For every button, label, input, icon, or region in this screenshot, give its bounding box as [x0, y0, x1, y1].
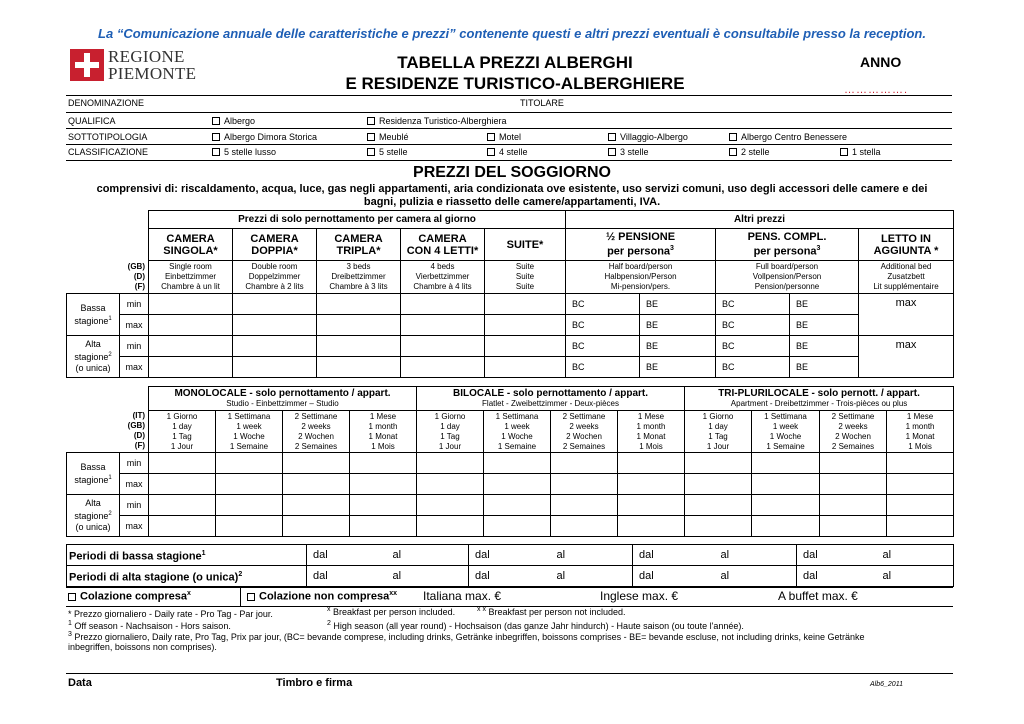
data-label: Data — [68, 677, 92, 689]
italiana-max-field[interactable]: Italiana max. € — [423, 589, 502, 603]
note-3b: inbegriffen, boissons non comprises). — [68, 642, 217, 652]
price-cell[interactable] — [350, 474, 417, 495]
be-cell[interactable]: BE — [640, 294, 716, 315]
room-prices-table — [66, 210, 954, 378]
price-cell[interactable] — [216, 474, 283, 495]
price-cell[interactable] — [317, 336, 401, 357]
class-2-checkbox[interactable]: 2 stelle — [729, 147, 770, 157]
price-cell[interactable] — [820, 453, 887, 474]
class-4-checkbox[interactable]: 4 stelle — [487, 147, 528, 157]
red-cross-icon — [70, 49, 104, 81]
bassa-stagione-label: Bassa stagione$^1$ — [67, 294, 120, 336]
price-cell[interactable] — [350, 516, 417, 537]
price-cell[interactable] — [350, 453, 417, 474]
col-singola: CAMERA SINGOLA* — [149, 229, 233, 261]
price-cell[interactable] — [820, 474, 887, 495]
price-cell[interactable] — [685, 495, 752, 516]
dal-field[interactable]: dal — [633, 566, 715, 587]
price-cell[interactable] — [417, 453, 484, 474]
price-cell[interactable] — [685, 474, 752, 495]
min-label: min — [120, 495, 149, 516]
max-label: max — [120, 516, 149, 537]
alta-stagione-label: Alta stagione$^2$ (o unica) — [67, 336, 120, 378]
note-2b: $^2$ High season (all year round) - Hochsaison (das ganze Jahr hindurch) - Haute saison (ou toute l'année). — [327, 620, 744, 631]
col-suite: SUITE* — [485, 229, 566, 261]
logo-line1: REGIONE — [108, 47, 185, 66]
bc-cell[interactable]: BC — [566, 357, 640, 378]
al-field[interactable]: al — [715, 566, 797, 587]
duration-header: 1 Mese 1 month 1 Monat 1 Mois — [887, 411, 954, 453]
timbro-firma-label: Timbro e firma — [276, 677, 353, 689]
price-cell[interactable] — [233, 294, 317, 315]
reception-notice: La “Comunicazione annuale delle caratteristiche e prezzi” contenente questi e altri prezzi eventuali è consultabile presso la reception. — [98, 26, 926, 41]
price-cell[interactable] — [317, 294, 401, 315]
price-cell[interactable] — [149, 453, 216, 474]
sottotipologia-motel-checkbox[interactable]: Motel — [487, 132, 521, 142]
class-1-checkbox[interactable]: 1 stella — [840, 147, 881, 157]
price-cell[interactable] — [752, 516, 820, 537]
duration-header: 2 Settimane 2 weeks 2 Wochen 2 Semaines — [551, 411, 618, 453]
price-cell[interactable] — [485, 294, 566, 315]
price-cell[interactable] — [484, 495, 551, 516]
col-tripla: CAMERA TRIPLA* — [317, 229, 401, 261]
col-mezza-pensione: ½ PENSIONE per persona$^3$ — [566, 229, 716, 261]
anno-value: ……………. — [844, 84, 909, 96]
col-4-letti: CAMERA CON 4 LETTI* — [401, 229, 485, 261]
anno-label: ANNO — [860, 54, 902, 70]
page-title-line2: E RESIDENZE TURISTICO-ALBERGHIERE — [345, 74, 685, 93]
class-5-checkbox[interactable]: 5 stelle — [367, 147, 408, 157]
col-pensione-completa: PENS. COMPL. per persona$^3$ — [716, 229, 859, 261]
bc-cell[interactable]: BC — [716, 357, 790, 378]
tr-pensione-completa: Full board/person Vollpension/Person Pension/personne — [716, 261, 859, 294]
bc-cell[interactable]: BC — [566, 294, 640, 315]
duration-header: 1 Mese 1 month 1 Monat 1 Mois — [350, 411, 417, 453]
price-cell[interactable] — [820, 516, 887, 537]
price-cell[interactable] — [317, 315, 401, 336]
bassa-stagione-label-2: Bassa stagione$^1$ — [67, 453, 120, 495]
price-cell[interactable] — [618, 453, 685, 474]
note-3: $^3$ Prezzo giornaliero, Daily rate, Pro Tag, Prix par jour, (BC= bevande comprese, including drinks, Getränke inbegriffen, boissons comprises - BE= bevande escluse, not including drinks, keine Getränke — [68, 631, 865, 642]
price-cell[interactable] — [887, 495, 954, 516]
al-field[interactable]: al — [387, 545, 469, 566]
qualifica-label: QUALIFICA — [68, 116, 116, 126]
be-cell[interactable]: BE — [790, 336, 859, 357]
price-cell[interactable] — [216, 516, 283, 537]
price-cell[interactable] — [551, 474, 618, 495]
prezzi-subtitle-1: comprensivi di: riscaldamento, acqua, luce, gas negli appartamenti, aria condizionata ove esistente, uso servizi comuni, uso degli accessori delle camere e dei — [96, 183, 928, 195]
be-cell[interactable]: BE — [640, 357, 716, 378]
qualifica-albergo-checkbox[interactable]: Albergo — [212, 116, 255, 126]
sottotipologia-dimora-checkbox[interactable]: Albergo Dimora Storica — [212, 132, 317, 142]
denominazione-label: DENOMINAZIONE — [68, 98, 145, 108]
al-field[interactable]: al — [877, 545, 954, 566]
duration-header: 1 Settimana 1 week 1 Woche 1 Semaine — [752, 411, 820, 453]
price-cell[interactable] — [149, 336, 233, 357]
price-cell[interactable] — [484, 453, 551, 474]
bc-cell[interactable]: BC — [566, 336, 640, 357]
buffet-max-field[interactable]: A buffet max. € — [778, 589, 858, 603]
min-label: min — [120, 336, 149, 357]
price-cell[interactable] — [149, 315, 233, 336]
tr-letto: Additional bed Zusatzbett Lit supplémentaire — [859, 261, 954, 294]
letto-max-alta[interactable]: max — [859, 336, 954, 378]
dal-field[interactable]: dal — [469, 566, 551, 587]
periodi-bassa-label: Periodi di bassa stagione$^1$ — [67, 545, 307, 566]
price-cell[interactable] — [149, 474, 216, 495]
price-cell[interactable] — [283, 516, 350, 537]
dal-field[interactable]: dal — [797, 545, 877, 566]
apartment-prices-table — [66, 386, 954, 537]
min-label: min — [120, 453, 149, 474]
duration-header: 1 Giorno 1 day 1 Tag 1 Jour — [149, 411, 216, 453]
bc-cell[interactable]: BC — [716, 315, 790, 336]
price-cell[interactable] — [485, 357, 566, 378]
group-bilocale: BILOCALE - solo pernottamento / appart. Flatlet - Zweibettzimmer - Deux-pièces — [417, 387, 685, 411]
dal-field[interactable]: dal — [469, 545, 551, 566]
price-cell[interactable] — [401, 294, 485, 315]
price-cell[interactable] — [233, 336, 317, 357]
price-cell[interactable] — [752, 495, 820, 516]
class-3-checkbox[interactable]: 3 stelle — [608, 147, 649, 157]
price-cell[interactable] — [216, 453, 283, 474]
duration-header: 2 Settimane 2 weeks 2 Wochen 2 Semaines — [820, 411, 887, 453]
sottotipologia-villaggio-checkbox[interactable]: Villaggio-Albergo — [608, 132, 688, 142]
price-cell[interactable] — [485, 315, 566, 336]
regione-piemonte-logo — [70, 47, 197, 83]
note-1b: $^x$ Breakfast per person included. — [327, 606, 456, 617]
price-cell[interactable] — [551, 516, 618, 537]
duration-header: 1 Settimana 1 week 1 Woche 1 Semaine — [484, 411, 551, 453]
sottotipologia-meuble-checkbox[interactable]: Meublé — [367, 132, 409, 142]
inglese-max-field[interactable]: Inglese max. € — [600, 589, 679, 603]
group-pernottamento: Prezzi di solo pernottamento per camera al giorno — [149, 211, 566, 229]
lang-codes: (GB) (D) (F) — [120, 261, 149, 294]
al-field[interactable]: al — [551, 545, 633, 566]
note-1: * Prezzo giornaliero - Daily rate - Pro Tag - Par jour. — [68, 609, 273, 619]
group-altri-prezzi: Altri prezzi — [566, 211, 954, 229]
max-label: max — [120, 357, 149, 378]
price-cell[interactable] — [752, 474, 820, 495]
tr-singola: Single room Einbettzimmer Chambre à un lit — [149, 261, 233, 294]
price-cell[interactable] — [233, 357, 317, 378]
be-cell[interactable]: BE — [790, 357, 859, 378]
alta-stagione-label-2: Alta stagione$^2$ (o unica) — [67, 495, 120, 537]
price-cell[interactable] — [417, 495, 484, 516]
tr-mezza-pensione: Half board/person Halbpension/Person Mi-pension/pers. — [566, 261, 716, 294]
price-cell[interactable] — [149, 294, 233, 315]
price-cell[interactable] — [820, 495, 887, 516]
tr-doppia: Double room Doppelzimmer Chambre à 2 lits — [233, 261, 317, 294]
duration-header: 1 Giorno 1 day 1 Tag 1 Jour — [685, 411, 752, 453]
price-cell[interactable] — [887, 474, 954, 495]
price-cell[interactable] — [149, 357, 233, 378]
bc-cell[interactable]: BC — [566, 315, 640, 336]
price-cell[interactable] — [551, 495, 618, 516]
price-cell[interactable] — [685, 453, 752, 474]
dal-field[interactable]: dal — [797, 566, 877, 587]
price-cell[interactable] — [283, 453, 350, 474]
price-cell[interactable] — [283, 474, 350, 495]
prezzi-title: PREZZI DEL SOGGIORNO — [413, 164, 611, 181]
dal-field[interactable]: dal — [633, 545, 715, 566]
price-cell[interactable] — [618, 516, 685, 537]
letto-max-bassa[interactable]: max — [859, 294, 954, 336]
be-cell[interactable]: BE — [640, 315, 716, 336]
note-1c: $^{x x}$ Breakfast per person not included. — [477, 606, 626, 617]
price-cell[interactable] — [233, 315, 317, 336]
price-cell[interactable] — [401, 357, 485, 378]
max-label: max — [120, 315, 149, 336]
price-cell[interactable] — [149, 516, 216, 537]
lang-codes-2: (IT) (GB) (D) (F) — [120, 411, 149, 453]
be-cell[interactable]: BE — [640, 336, 716, 357]
tr-suite: Suite Suite Suite — [485, 261, 566, 294]
duration-header: 1 Mese 1 month 1 Monat 1 Mois — [618, 411, 685, 453]
col-letto-aggiunta: LETTO IN AGGIUNTA * — [859, 229, 954, 261]
price-cell[interactable] — [417, 516, 484, 537]
al-field[interactable]: al — [715, 545, 797, 566]
price-cell[interactable] — [752, 453, 820, 474]
periodi-table — [66, 544, 954, 587]
price-cell[interactable] — [551, 453, 618, 474]
class-5-lusso-checkbox[interactable]: 5 stelle lusso — [212, 147, 276, 157]
bc-cell[interactable]: BC — [716, 294, 790, 315]
dal-field[interactable]: dal — [307, 566, 387, 587]
periodi-alta-label: Periodi di alta stagione (o unica)$^2$ — [67, 566, 307, 587]
price-cell[interactable] — [350, 495, 417, 516]
price-cell[interactable] — [216, 495, 283, 516]
price-cell[interactable] — [484, 474, 551, 495]
al-field[interactable]: al — [387, 566, 469, 587]
colazione-non-compresa-checkbox[interactable]: Colazione non compresa$^{xx}$ — [247, 590, 397, 603]
dal-field[interactable]: dal — [307, 545, 387, 566]
price-cell[interactable] — [283, 495, 350, 516]
group-monolocale: MONOLOCALE - solo pernottamento / appart. Studio - Einbettzimmer – Studio — [149, 387, 417, 411]
form-code: Alb6_2011 — [870, 681, 903, 688]
page-title-line1: TABELLA PREZZI ALBERGHI — [397, 53, 633, 72]
price-cell[interactable] — [401, 336, 485, 357]
prezzi-subtitle-2: bagni, pulizia e riassetto delle camere/appartamenti, IVA. — [363, 196, 661, 208]
price-cell[interactable] — [887, 453, 954, 474]
price-cell[interactable] — [685, 516, 752, 537]
min-label: min — [120, 294, 149, 315]
al-field[interactable]: al — [877, 566, 954, 587]
duration-header: 2 Settimane 2 weeks 2 Wochen 2 Semaines — [283, 411, 350, 453]
price-cell[interactable] — [484, 516, 551, 537]
price-cell[interactable] — [485, 336, 566, 357]
tr-4-letti: 4 beds Vierbettzimmer Chambre à 4 lits — [401, 261, 485, 294]
price-cell[interactable] — [149, 495, 216, 516]
qualifica-rta-checkbox[interactable]: Residenza Turistico-Alberghiera — [367, 116, 507, 126]
colazione-compresa-checkbox[interactable]: Colazione compresa$^x$ — [68, 590, 191, 603]
price-cell[interactable] — [618, 474, 685, 495]
logo-line2: PIEMONTE — [108, 64, 197, 83]
duration-header: 1 Settimana 1 week 1 Woche 1 Semaine — [216, 411, 283, 453]
price-cell[interactable] — [887, 516, 954, 537]
sottotipologia-benessere-checkbox[interactable]: Albergo Centro Benessere — [729, 132, 847, 142]
duration-header: 1 Giorno 1 day 1 Tag 1 Jour — [417, 411, 484, 453]
tr-tripla: 3 beds Dreibettzimmer Chambre à 3 lits — [317, 261, 401, 294]
note-2: $^1$ Off season - Nachsaison - Hors saison. — [68, 620, 231, 631]
be-cell[interactable]: BE — [790, 315, 859, 336]
bc-cell[interactable]: BC — [716, 336, 790, 357]
price-cell[interactable] — [417, 474, 484, 495]
al-field[interactable]: al — [551, 566, 633, 587]
be-cell[interactable]: BE — [790, 294, 859, 315]
col-doppia: CAMERA DOPPIA* — [233, 229, 317, 261]
sottotipologia-label: SOTTOTIPOLOGIA — [68, 132, 148, 142]
group-trilocale: TRI-PLURILOCALE - solo pernott. / appart. Apartment - Dreibettzimmer - Trois-pièces ou plus — [685, 387, 954, 411]
price-cell[interactable] — [618, 495, 685, 516]
max-label: max — [120, 474, 149, 495]
titolare-label: TITOLARE — [520, 98, 564, 108]
price-cell[interactable] — [317, 357, 401, 378]
price-cell[interactable] — [401, 315, 485, 336]
classificazione-label: CLASSIFICAZIONE — [68, 147, 149, 157]
